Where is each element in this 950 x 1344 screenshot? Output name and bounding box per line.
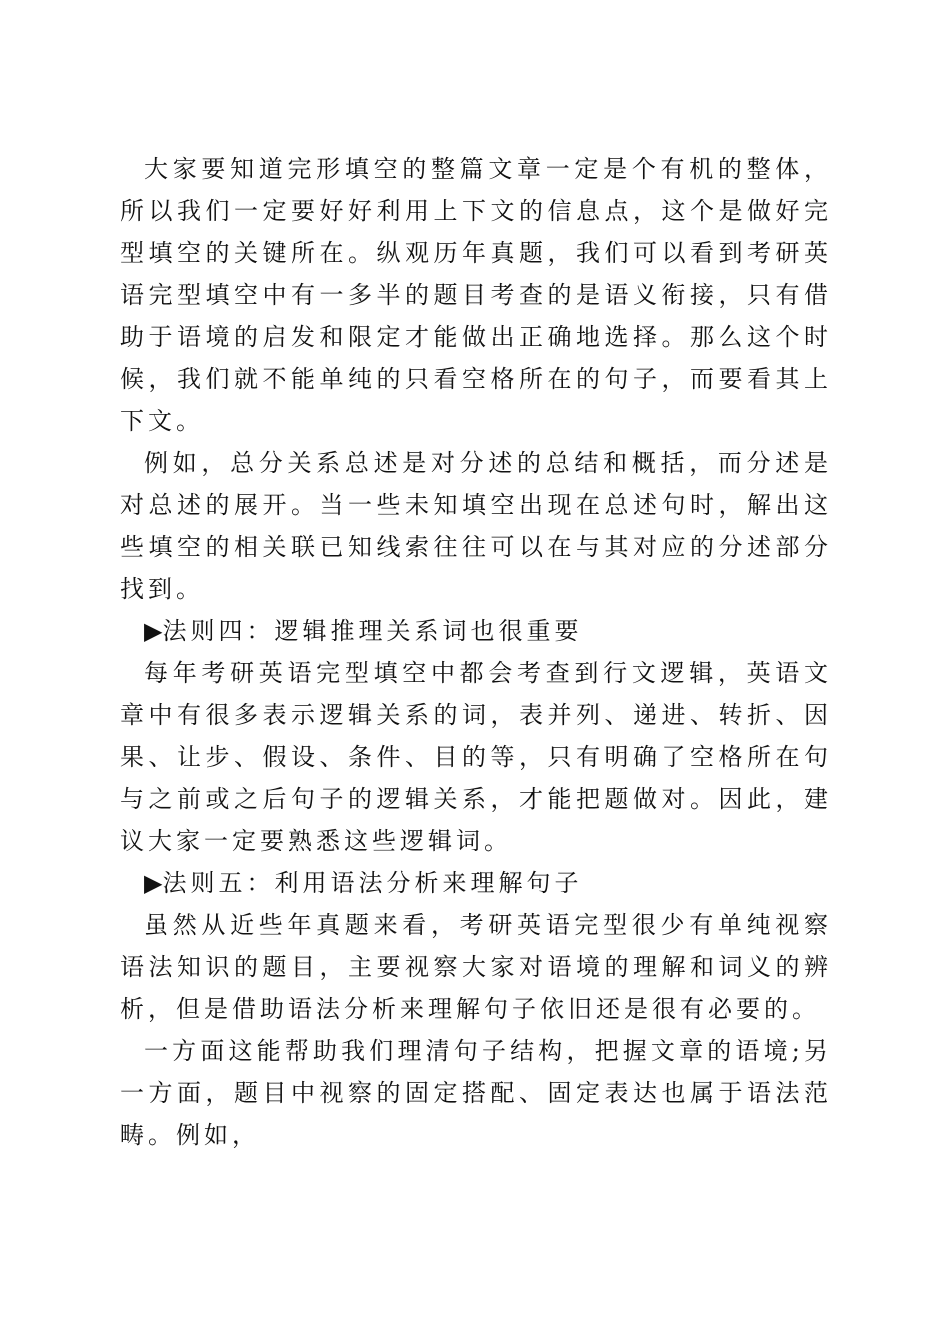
section-heading-rule-four bbox=[120, 610, 832, 652]
paragraph-example-general-specific: 例如，总分关系总述是对分述的总结和概括，而分述是对总述的展开。当一些未知填空出现在总述句时，解出这些填空的相关联已知线索往往可以在与其对应的分述部分找到。 bbox=[120, 449, 832, 603]
paragraph-grammar-analysis: 虽然从近些年真题来看，考研英语完型很少有单纯视察语法知识的题目，主要视察大家对语境的理解和词义的辨析，但是借助语法分析来理解句子依旧还是很有必要的。 bbox=[120, 911, 832, 1023]
triangle-bullet-icon: ▶ bbox=[144, 617, 163, 645]
triangle-bullet-icon: ▶ bbox=[144, 869, 163, 897]
paragraph-logic-words: 每年考研英语完型填空中都会考查到行文逻辑，英语文章中有很多表示逻辑关系的词，表并列、递进、转折、因果、让步、假设、条件、目的等，只有明确了空格所在句与之前或之后句子的逻辑关系，才能把题做对。因此，建议大家一定要熟悉这些逻辑词。 bbox=[120, 659, 832, 855]
section-heading-text: 法则四：逻辑推理关系词也很重要 bbox=[162, 617, 583, 645]
paragraph-sentence-structure: 一方面这能帮助我们理清句子结构，把握文章的语境;另一方面，题目中视察的固定搭配、固定表达也属于语法范畴。例如， bbox=[120, 1037, 832, 1149]
document-body bbox=[120, 148, 832, 1156]
paragraph-context: 大家要知道完形填空的整篇文章一定是个有机的整体，所以我们一定要好好利用上下文的信息点，这个是做好完型填空的关键所在。纵观历年真题，我们可以看到考研英语完型填空中有一多半的题目考查的是语义衔接，只有借助于语境的启发和限定才能做出正确地选择。那么这个时候，我们就不能单纯的只看空格所在的句子，而要看其上下文。 bbox=[120, 155, 832, 435]
section-heading-rule-five bbox=[120, 862, 832, 904]
section-heading-text: 法则五：利用语法分析来理解句子 bbox=[162, 869, 583, 897]
